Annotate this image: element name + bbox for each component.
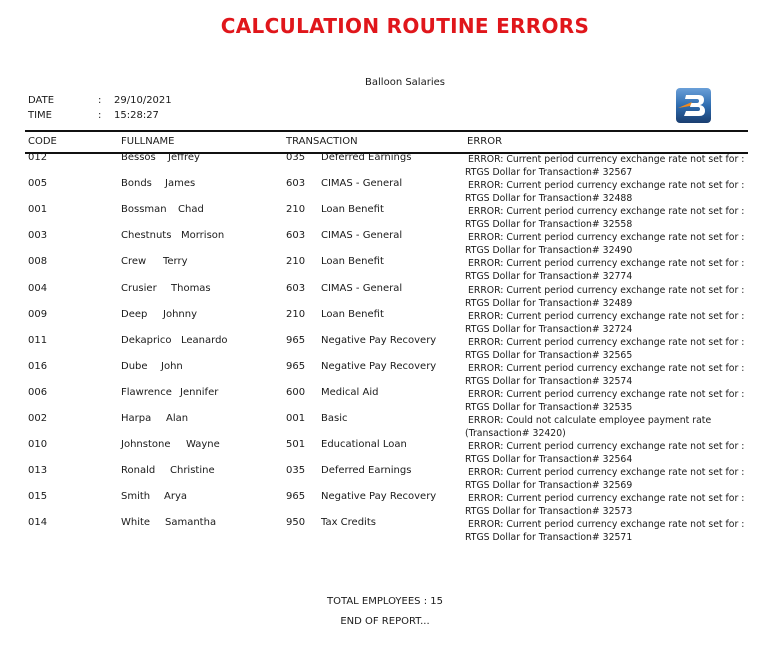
- row-error-message: [465, 257, 760, 283]
- row-last-name: Thomas: [171, 282, 211, 294]
- row-transaction-name: CIMAS - General: [321, 282, 403, 294]
- row-first-name: White: [121, 517, 151, 529]
- error-line-2: RTGS Dollar for Transaction# 32558: [465, 219, 633, 231]
- error-line-1: ERROR: Current period currency exchange rate not set for :: [468, 519, 745, 531]
- row-error-message: [465, 518, 760, 544]
- error-line-2: RTGS Dollar for Transaction# 32490: [465, 245, 633, 257]
- row-code: 002: [28, 413, 48, 424]
- row-last-name: Arya: [164, 491, 187, 503]
- row-first-name: Chestnuts: [121, 230, 172, 242]
- row-code: 005: [28, 178, 48, 190]
- table-row: [0, 413, 770, 439]
- row-first-name: Crusier: [121, 282, 157, 294]
- row-last-name: Jeffrey: [168, 152, 200, 163]
- row-first-name: Dekaprico: [121, 334, 172, 346]
- error-line-1: ERROR: Current period currency exchange rate not set for :: [468, 206, 745, 218]
- row-last-name: James: [165, 178, 196, 190]
- row-transaction-code: 501: [286, 439, 306, 451]
- table-row: [0, 309, 770, 335]
- row-first-name: Bessos: [121, 152, 156, 163]
- row-last-name: Christine: [170, 465, 215, 477]
- error-line-2: RTGS Dollar for Transaction# 32489: [465, 297, 633, 309]
- row-transaction-code: 603: [286, 282, 306, 294]
- error-line-2: RTGS Dollar for Transaction# 32567: [465, 167, 633, 178]
- row-first-name: Deep: [121, 308, 148, 320]
- row-error-message: [465, 284, 760, 310]
- table-row: [0, 256, 770, 282]
- table-row: [0, 491, 770, 517]
- row-error-message: [465, 388, 760, 414]
- error-line-1: ERROR: Current period currency exchange rate not set for :: [468, 388, 745, 400]
- row-transaction-code: 035: [286, 152, 306, 163]
- row-last-name: Jennifer: [180, 386, 219, 398]
- error-line-1: ERROR: Current period currency exchange rate not set for :: [468, 336, 745, 348]
- row-first-name: Ronald: [121, 465, 156, 477]
- table-row: [0, 230, 770, 256]
- row-first-name: Johnstone: [121, 439, 171, 451]
- error-line-2: RTGS Dollar for Transaction# 32565: [465, 349, 633, 361]
- error-line-2: (Transaction# 32420): [465, 428, 566, 439]
- row-first-name: Smith: [121, 491, 151, 503]
- date-value: 29/10/2021: [114, 95, 172, 106]
- date-label: DATE: [28, 95, 55, 106]
- table-row: [0, 204, 770, 230]
- row-code: 012: [28, 152, 48, 163]
- row-transaction-code: 950: [286, 517, 306, 529]
- row-error-message: [465, 440, 760, 466]
- column-header-transaction: TRANSACTION: [286, 136, 358, 147]
- time-value: 15:28:27: [114, 110, 159, 121]
- row-last-name: Johnny: [163, 308, 197, 320]
- table-row: [0, 517, 770, 543]
- row-code: 009: [28, 308, 48, 320]
- table-row: [0, 152, 770, 178]
- table-row: [0, 283, 770, 309]
- row-error-message: [465, 414, 760, 440]
- column-header-error: ERROR: [467, 136, 503, 147]
- row-code: 010: [28, 439, 48, 451]
- table-row: [0, 439, 770, 465]
- row-transaction-code: 210: [286, 308, 306, 320]
- error-line-1: ERROR: Current period currency exchange rate not set for :: [468, 180, 745, 192]
- error-line-1: ERROR: Current period currency exchange rate not set for :: [468, 284, 745, 296]
- row-transaction-code: 965: [286, 334, 306, 346]
- row-transaction-name: Deferred Earnings: [321, 465, 412, 477]
- table-row: [0, 178, 770, 204]
- row-last-name: Morrison: [181, 230, 225, 242]
- error-line-2: RTGS Dollar for Transaction# 32774: [465, 271, 633, 283]
- row-transaction-name: Educational Loan: [321, 439, 407, 451]
- row-transaction-code: 603: [286, 178, 306, 190]
- time-label: TIME: [28, 110, 53, 121]
- row-error-message: [465, 362, 760, 388]
- error-line-2: RTGS Dollar for Transaction# 32724: [465, 323, 633, 335]
- row-last-name: Wayne: [186, 439, 220, 451]
- error-line-2: RTGS Dollar for Transaction# 32564: [465, 454, 633, 466]
- error-line-2: RTGS Dollar for Transaction# 32535: [465, 401, 633, 413]
- row-transaction-name: Loan Benefit: [321, 256, 384, 268]
- report-title: CALCULATION ROUTINE ERRORS: [220, 14, 590, 38]
- column-header-code: CODE: [28, 136, 57, 147]
- row-transaction-name: Negative Pay Recovery: [321, 491, 437, 503]
- table-row: [0, 361, 770, 387]
- table-row: [0, 335, 770, 361]
- date-separator: :: [98, 95, 102, 106]
- row-error-message: [465, 310, 760, 336]
- row-transaction-code: 603: [286, 230, 306, 242]
- row-transaction-name: CIMAS - General: [321, 178, 403, 190]
- row-transaction-name: Deferred Earnings: [321, 152, 412, 163]
- error-line-2: RTGS Dollar for Transaction# 32574: [465, 375, 633, 387]
- row-code: 004: [28, 282, 48, 294]
- row-code: 008: [28, 256, 48, 268]
- row-transaction-code: 210: [286, 256, 306, 268]
- row-error-message: [465, 492, 760, 518]
- error-line-1: ERROR: Could not calculate employee payment rate: [468, 415, 712, 426]
- company-name: Balloon Salaries: [365, 77, 445, 88]
- row-transaction-code: 001: [286, 413, 306, 424]
- error-line-2: RTGS Dollar for Transaction# 32571: [465, 532, 633, 544]
- row-code: 003: [28, 230, 48, 242]
- error-line-1: ERROR: Current period currency exchange rate not set for :: [468, 493, 745, 505]
- error-line-1: ERROR: Current period currency exchange rate not set for :: [468, 154, 745, 165]
- table-row: [0, 465, 770, 491]
- row-last-name: Samantha: [165, 517, 217, 529]
- row-last-name: Leanardo: [181, 334, 228, 346]
- row-transaction-name: Loan Benefit: [321, 204, 384, 216]
- column-header-fullname: FULLNAME: [121, 136, 175, 147]
- row-transaction-code: 035: [286, 465, 306, 477]
- row-transaction-name: Negative Pay Recovery: [321, 334, 437, 346]
- error-line-1: ERROR: Current period currency exchange rate not set for :: [468, 310, 745, 322]
- row-error-message: [465, 205, 760, 231]
- row-transaction-name: Medical Aid: [321, 386, 379, 398]
- row-transaction-name: Tax Credits: [321, 517, 376, 529]
- row-error-message: [465, 466, 760, 492]
- header-top-rule: [25, 130, 748, 132]
- row-transaction-name: Basic: [321, 413, 348, 424]
- row-error-message: [465, 231, 760, 257]
- row-error-message: [465, 336, 760, 362]
- row-first-name: Flawrence: [121, 386, 172, 398]
- row-transaction-name: Negative Pay Recovery: [321, 360, 437, 372]
- row-last-name: John: [161, 360, 183, 372]
- row-transaction-name: Loan Benefit: [321, 308, 384, 320]
- row-first-name: Crew: [121, 256, 147, 268]
- row-first-name: Bossman: [121, 204, 167, 216]
- row-code: 001: [28, 204, 48, 216]
- error-line-1: ERROR: Current period currency exchange rate not set for :: [468, 258, 745, 270]
- error-line-1: ERROR: Current period currency exchange rate not set for :: [468, 232, 745, 244]
- row-transaction-code: 210: [286, 204, 306, 216]
- error-line-2: RTGS Dollar for Transaction# 32488: [465, 193, 633, 205]
- error-line-2: RTGS Dollar for Transaction# 32573: [465, 506, 633, 518]
- row-last-name: Terry: [163, 256, 188, 268]
- row-code: 013: [28, 465, 48, 477]
- row-code: 011: [28, 334, 48, 346]
- row-first-name: Harpa: [121, 413, 152, 424]
- row-error-message: [465, 179, 760, 205]
- row-transaction-code: 600: [286, 386, 306, 398]
- row-transaction-code: 965: [286, 491, 306, 503]
- row-last-name: Chad: [178, 204, 204, 216]
- row-error-message: [465, 153, 760, 179]
- row-code: 014: [28, 517, 48, 529]
- time-separator: :: [98, 110, 102, 121]
- row-code: 015: [28, 491, 48, 503]
- error-line-1: ERROR: Current period currency exchange rate not set for :: [468, 441, 745, 453]
- row-first-name: Bonds: [121, 178, 152, 190]
- end-of-report: END OF REPORT...: [340, 616, 430, 627]
- row-transaction-name: CIMAS - General: [321, 230, 403, 242]
- row-code: 006: [28, 386, 48, 398]
- error-line-1: ERROR: Current period currency exchange rate not set for :: [468, 467, 745, 479]
- error-line-1: ERROR: Current period currency exchange rate not set for :: [468, 362, 745, 374]
- total-employees: TOTAL EMPLOYEES : 15: [327, 596, 443, 607]
- table-row: [0, 387, 770, 413]
- error-line-2: RTGS Dollar for Transaction# 32569: [465, 480, 633, 492]
- row-last-name: Alan: [166, 413, 189, 424]
- b-logo-icon: [675, 87, 712, 124]
- row-transaction-code: 965: [286, 360, 306, 372]
- row-first-name: Dube: [121, 360, 148, 372]
- row-code: 016: [28, 360, 48, 372]
